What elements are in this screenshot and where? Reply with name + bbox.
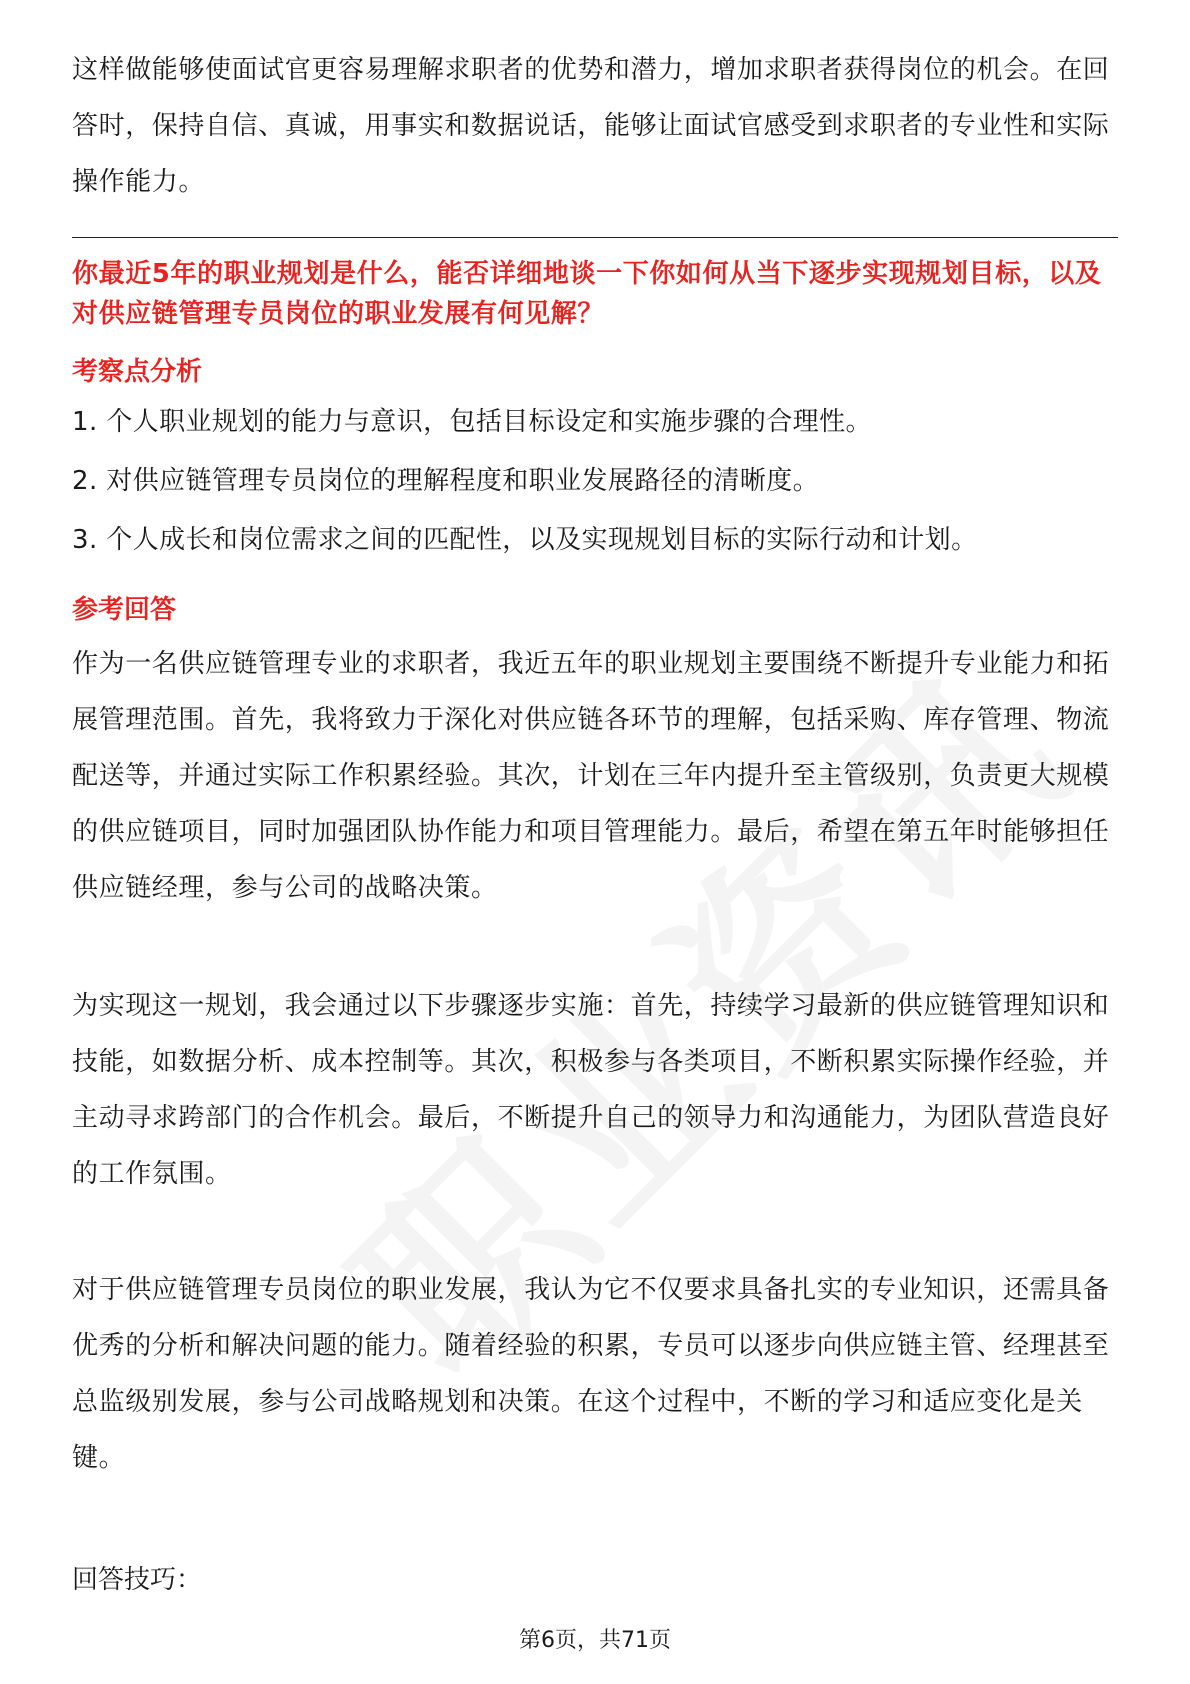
answer-paragraph: 作为一名供应链管理专业的求职者，我近五年的职业规划主要围绕不断提升专业能力和拓展管理范围。首先，我将致力于深化对供应链各环节的理解，包括采购、库存管理、物流配送等，并通过实际工作积累经验。其次，计划在三年内提升至主管级别，负责更大规模的供应链项目，同时加强团队协作能力和项目管理能力。最后，希望在第五年时能够担任供应链经理，参与公司的战略决策。 (72, 649, 1110, 903)
answer-title: 参考回答 (72, 595, 177, 625)
analysis-title: 考察点分析 (72, 357, 203, 387)
tips-label: 回答技巧： (72, 1565, 203, 1595)
analysis-item: 2. 对供应链管理专员岗位的理解程度和职业发展路径的清晰度。 (72, 466, 820, 496)
answer-paragraph: 对于供应链管理专员岗位的职业发展，我认为它不仅要求具备扎实的专业知识，还需具备优秀的分析和解决问题的能力。随着经验的积累，专员可以逐步向供应链主管、经理甚至总监级别发展，参与公司战略规划和决策。在这个过程中，不断的学习和适应变化是关键。 (72, 1275, 1110, 1473)
section-divider (72, 237, 1118, 238)
page-footer: 第6页，共71页 (519, 1628, 671, 1653)
intro-paragraph: 这样做能够使面试官更容易理解求职者的优势和潜力，增加求职者获得岗位的机会。在回答时，保持自信、真诚，用事实和数据说话，能够让面试官感受到求职者的专业性和实际操作能力。 (72, 55, 1110, 197)
interview-question: 你最近5年的职业规划是什么，能否详细地谈一下你如何从当下逐步实现规划目标，以及对供应链管理专员岗位的职业发展有何见解？ (72, 259, 1102, 329)
analysis-item: 3. 个人成长和岗位需求之间的匹配性，以及实现规划目标的实际行动和计划。 (72, 525, 978, 555)
analysis-item: 1. 个人职业规划的能力与意识，包括目标设定和实施步骤的合理性。 (72, 407, 872, 437)
answer-paragraph: 为实现这一规划，我会通过以下步骤逐步实施：首先，持续学习最新的供应链管理知识和技能，如数据分析、成本控制等。其次，积极参与各类项目，不断积累实际操作经验，并主动寻求跨部门的合作机会。最后，不断提升自己的领导力和沟通能力，为团队营造良好的工作氛围。 (72, 991, 1110, 1189)
